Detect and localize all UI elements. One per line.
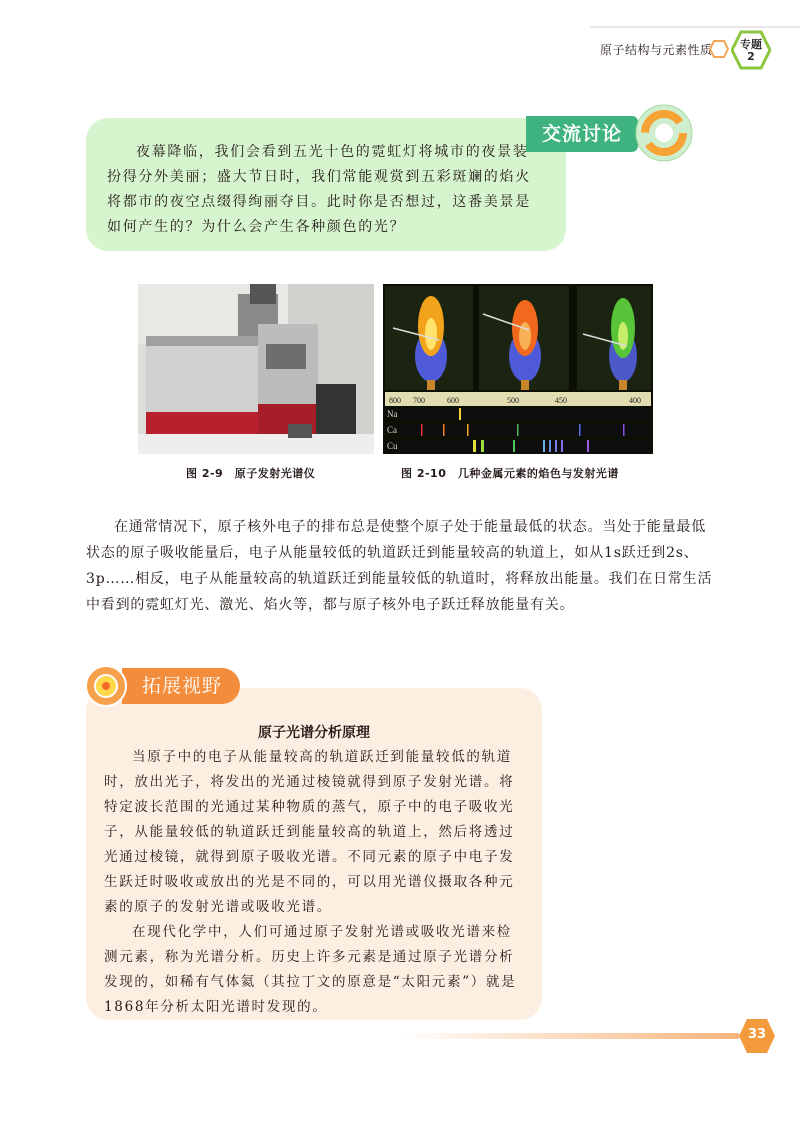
figure-caption: 图 2-9 原子发射光谱仪 [186,467,316,480]
discussion-text: 夜幕降临，我们会看到五光十色的霓虹灯将城市的夜景装扮得分外美丽；盛大节日时，我们常能观赏到五彩斑斓的焰火将都市的夜空点缀得绚丽夺目。此时你是否想过，这番美景是如何产生的？为什么会产生各种颜色的光？ [107,144,531,235]
unit-label: 专题 2 [740,38,762,63]
spectrum-row-label: Ca [387,425,397,435]
extension-paragraph: 在现代化学中，人们可通过原子发射光谱或吸收光谱来检测元素，称为光谱分析。历史上许多元素是通过原子光谱分析发现的，如稀有气体氦（其拉丁文的原意是“太阳元素”）就是1868年分析太阳光谱时发现的。 [104,924,517,1015]
spectrometer-photo [138,284,374,454]
medal-icon [84,664,128,708]
hexagon-icon [709,40,729,58]
flame-spectra-figure [383,284,653,454]
tick-label: 800 [389,396,401,405]
extension-paragraph: 当原子中的电子从能量较高的轨道跃迁到能量较低的轨道时，放出光子，将发出的光通过棱镜就得到原子发射光谱。将特定波长范围的光通过某种物质的蒸气，原子中的电子吸收光子，从能量较低的轨道跃迁到能量较高的轨道上，然后将透过光通过棱镜，就得到原子吸收光谱。不同元素的原子中电子发生跃迁时吸收或放出的光是不同的，可以用光谱仪摄取各种元素的原子的发射光谱或吸收光谱。 [104,749,515,915]
body-paragraph: 在通常情况下，原子核外电子的排布总是使整个原子处于能量最低的状态。当处于能量最低状态的原子吸收能量后，电子从能量较低的轨道跃迁到能量较高的轨道上，如从1s跃迁到2s、3p……相反，电子从能量较高的轨道跃迁到能量较低的轨道时，将释放出能量。我们在日常生活中看到的霓虹灯光、激光、焰火等，都与原子核外电子跃迁释放能量有关。 [86,519,713,613]
tick-label: 400 [629,396,641,405]
extension-badge: 拓展视野 [122,668,240,704]
tick-label: 500 [507,396,519,405]
discussion-badge: 交流讨论 [526,116,638,152]
figure-caption: 图 2-10 几种金属元素的焰色与发射光谱 [401,467,619,480]
spectrum-row-label: Na [387,409,398,419]
tick-label: 450 [555,396,567,405]
spectrum-row-label: Cu [387,441,398,451]
discussion-cycle-icon [634,103,694,163]
extension-title: 原子光谱分析原理 [258,725,370,741]
chapter-title: 原子结构与元素性质 [600,43,713,57]
footer-rule [400,1033,740,1039]
header-rule [590,26,800,28]
tick-label: 600 [447,396,459,405]
page-number: 33 [747,1027,767,1042]
tick-label: 700 [413,396,425,405]
